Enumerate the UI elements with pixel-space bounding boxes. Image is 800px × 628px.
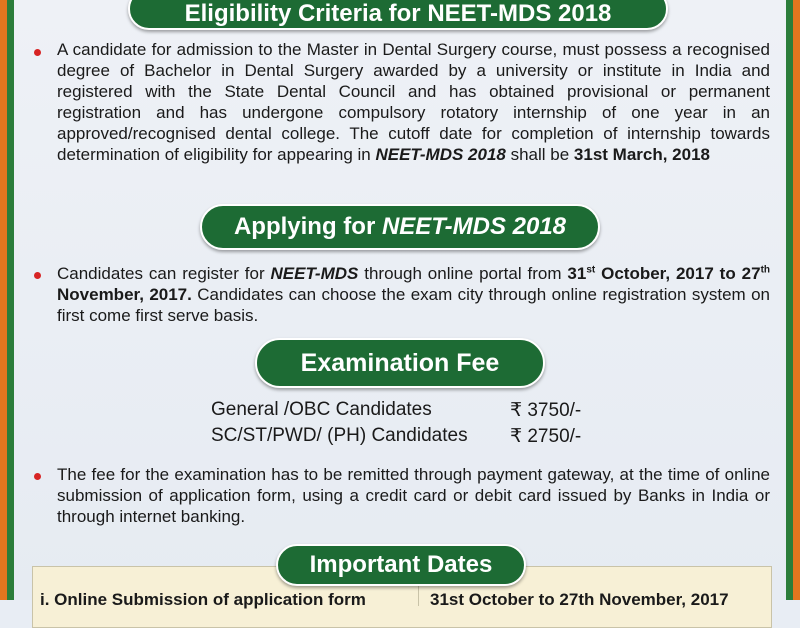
applying-heading: Applying for NEET-MDS 2018	[200, 204, 600, 250]
dates-heading: Important Dates	[276, 544, 526, 586]
right-border-stripe	[786, 0, 800, 600]
applying-paragraph: Candidates can register for NEET-MDS through online portal from 31st October, 2017 to 27th November, 2017. Candidates can choose the exam city through online registration system on first come first serve basis.	[57, 264, 771, 325]
dates-row-label: i. Online Submission of application form	[40, 590, 366, 609]
dates-row-value: 31st October to 27th November, 2017	[430, 590, 729, 609]
fee-amount: ₹ 2750/-	[510, 426, 582, 447]
fee-note-paragraph: The fee for the examination has to be remitted through payment gateway, at the time of online submission of application form, using a credit card or debit card issued by Banks in India or through internet banking.	[57, 465, 770, 526]
fee-row: SC/ST/PWD/ (PH) Candidates	[211, 425, 468, 446]
fee-amount: ₹ 3750/-	[510, 400, 582, 421]
fee-row: General /OBC Candidates	[211, 399, 432, 420]
bullet-icon	[34, 272, 41, 279]
fee-heading: Examination Fee	[255, 338, 545, 388]
bullet-icon	[34, 473, 41, 480]
eligibility-heading: Eligibility Criteria for NEET-MDS 2018	[128, 0, 668, 30]
eligibility-paragraph: A candidate for admission to the Master in Dental Surgery course, must possess a recognised degree of Bachelor in Dental Surgery awarded by a university or institute in India and registered with the State Dental Council and has obtained provisional or permanent registration and has undergone compulsory rotatory internship of one year in an approved/recognised dental college. The cutoff date for completion of internship towards determination of eligibility for appearing in NEET-MDS 2018 shall be 31st March, 2018	[57, 40, 770, 164]
left-border-stripe	[0, 0, 14, 600]
bullet-icon	[34, 49, 41, 56]
